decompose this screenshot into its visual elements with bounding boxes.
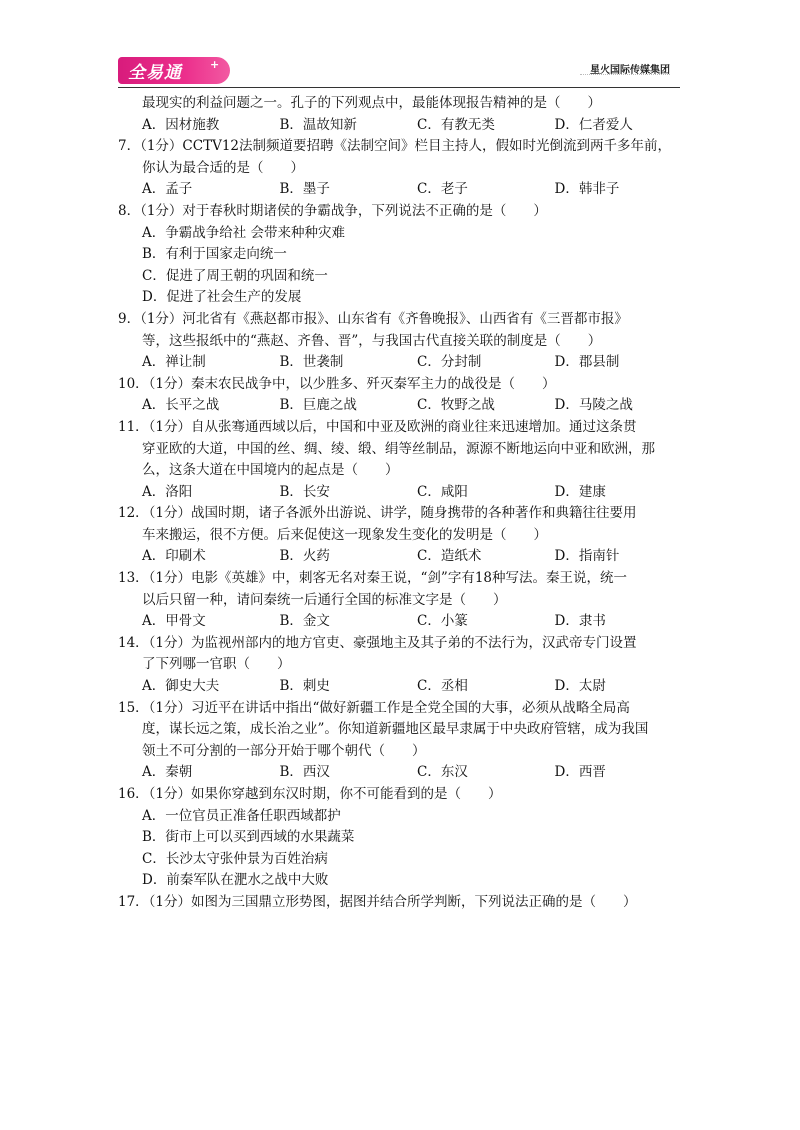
option-d: D．前秦军队在淝水之战中大败	[142, 872, 329, 889]
option-a: A．长平之战	[142, 397, 220, 414]
question-13-line-1: 13．（1分）电影《英雄》中，刺客无名对秦王说，“剑”字有18种写法。秦王说，统一	[118, 570, 627, 587]
intro-options	[118, 115, 692, 137]
logo-text: 全易通	[128, 63, 182, 83]
question-14-line-1: 14．（1分）为监视州部内的地方官吏、豪强地主及其子弟的不法行为，汉武帝专门设置	[118, 634, 637, 651]
question-8-line-1: 8．（1分）对于春秋时期诸侯的争霸战争，下列说法不正确的是（ ）	[118, 202, 547, 219]
option-c: C．有教无类	[417, 116, 495, 133]
question-7-line-2: 你认为最合适的是（ ）	[142, 159, 304, 176]
intro-line: 最现实的利益问题之一。孔子的下列观点中，最能体现报告精神的是（ ）	[142, 95, 601, 111]
option-a: A．洛阳	[142, 483, 193, 500]
option-d: D．指南针	[554, 548, 620, 565]
page-header	[118, 55, 680, 87]
question-list	[118, 93, 692, 914]
option-a: A．禅让制	[142, 354, 206, 371]
brand-logo	[118, 57, 230, 84]
option-a: A．一位官员正准备任职西域都护	[142, 807, 341, 824]
option-a: A．印刷术	[142, 548, 206, 565]
header-rule	[118, 87, 680, 88]
company-subline	[580, 74, 670, 78]
option-a: A．甲骨文	[142, 613, 206, 630]
question-15-line-1: 15．（1分）习近平在讲话中指出“做好新疆工作是全党全国的大事，必须从战略全局高	[118, 699, 630, 716]
option-b: B．金文	[279, 613, 330, 630]
option-c: C．促进了周王朝的巩固和统一	[142, 267, 328, 284]
question-9-line-1: 9．（1分）河北省有《燕赵都市报》、山东省有《齐鲁晚报》、山西省有《三晋都市报》	[118, 310, 628, 327]
option-c: C．东汉	[417, 764, 468, 781]
option-a: A．孟子	[142, 181, 193, 198]
option-d: D．建康	[554, 483, 606, 500]
option-a: A．因材施教	[142, 116, 220, 133]
option-d: D．郡县制	[554, 354, 620, 371]
question-17-line-1: 17．（1分）如图为三国鼎立形势图，据图并结合所学判断，下列说法正确的是（ ）	[118, 893, 637, 910]
question-14-line-2: 了下列哪一官职（ ）	[142, 656, 291, 673]
option-b: B．刺史	[279, 678, 330, 695]
option-a: A．争霸战争给社 会带来种种灾难	[142, 224, 346, 241]
option-b: B．墨子	[279, 181, 330, 198]
option-d: D．西晋	[554, 764, 606, 781]
company-name: 星火国际传媒集团	[590, 65, 670, 76]
question-11-line-2: 穿亚欧的大道，中国的丝、绸、绫、缎、绢等丝制品，源源不断地运向中亚和欧洲，那	[142, 440, 655, 457]
option-c: C．小篆	[417, 613, 468, 630]
question-13-options	[118, 611, 692, 633]
question-11-line-3: 么，这条大道在中国境内的起点是（ ）	[142, 462, 399, 479]
question-7-options	[118, 179, 692, 201]
question-9-line-2: 等，这些报纸中的“燕赵、齐鲁、晋”，与我国古代直接关联的制度是（ ）	[142, 332, 602, 349]
question-14-options	[118, 676, 692, 698]
question-11-line-1: 11．（1分）自从张骞通西域以后，中国和中亚及欧洲的商业往来迅速增加。通过这条贯	[118, 418, 637, 435]
question-15-options	[118, 762, 692, 784]
question-12-line-2: 车来搬运，很不方便。后来促使这一现象发生变化的发明是（ ）	[142, 526, 547, 543]
option-c: C．咸阳	[417, 483, 468, 500]
question-15-line-2: 度，谋长远之策，成长治之业”。你知道新疆地区最早隶属于中央政府管辖，成为我国	[142, 721, 649, 738]
question-16-line-1: 16．（1分）如果你穿越到东汉时期，你不可能看到的是（ ）	[118, 786, 502, 802]
option-b: B．西汉	[279, 764, 330, 781]
question-12-line-1: 12．（1分）战国时期，诸子各派外出游说、讲学，随身携带的各种著作和典籍往往要用	[118, 505, 637, 522]
option-d: D．韩非子	[554, 181, 620, 198]
option-c: C．牧野之战	[417, 397, 495, 414]
option-c: C．长沙太守张仲景为百姓治病	[142, 850, 328, 867]
question-11-options	[118, 482, 692, 504]
question-7-line-1: 7．（1分）CCTV12法制频道要招聘《法制空间》栏目主持人，假如时光倒流到两千多年前，	[118, 138, 672, 155]
option-d: D．隶书	[554, 613, 606, 630]
option-b: B．温故知新	[279, 116, 357, 133]
question-10-options	[118, 395, 692, 417]
logo-plus: +	[210, 58, 220, 71]
option-d: D．仁者爱人	[554, 116, 633, 133]
option-a: A．秦朝	[142, 764, 193, 781]
option-c: C．丞相	[417, 678, 468, 695]
option-b: B．长安	[279, 483, 330, 500]
option-d: D．促进了社会生产的发展	[142, 289, 302, 306]
option-c: C．造纸术	[417, 548, 482, 565]
option-d: D．太尉	[554, 678, 606, 695]
option-d: D．马陵之战	[554, 397, 633, 414]
option-b: B．街市上可以买到西域的水果蔬菜	[142, 829, 355, 846]
question-9-options	[118, 352, 692, 374]
option-a: A．御史大夫	[142, 678, 220, 695]
option-b: B．世袭制	[279, 354, 344, 371]
option-c: C．分封制	[417, 354, 482, 371]
question-10-line-1: 10．（1分）秦末农民战争中，以少胜多、歼灭秦军主力的战役是（ ）	[118, 375, 556, 392]
option-b: B．火药	[279, 548, 330, 565]
question-13-line-2: 以后只留一种，请问秦统一后通行全国的标准文字是（ ）	[142, 591, 507, 608]
option-c: C．老子	[417, 181, 468, 198]
question-12-options	[118, 546, 692, 568]
question-15-line-3: 领土不可分割的一部分开始于哪个朝代（ ）	[142, 742, 426, 759]
option-b: B．有利于国家走向统一	[142, 246, 287, 263]
option-b: B．巨鹿之战	[279, 397, 357, 414]
